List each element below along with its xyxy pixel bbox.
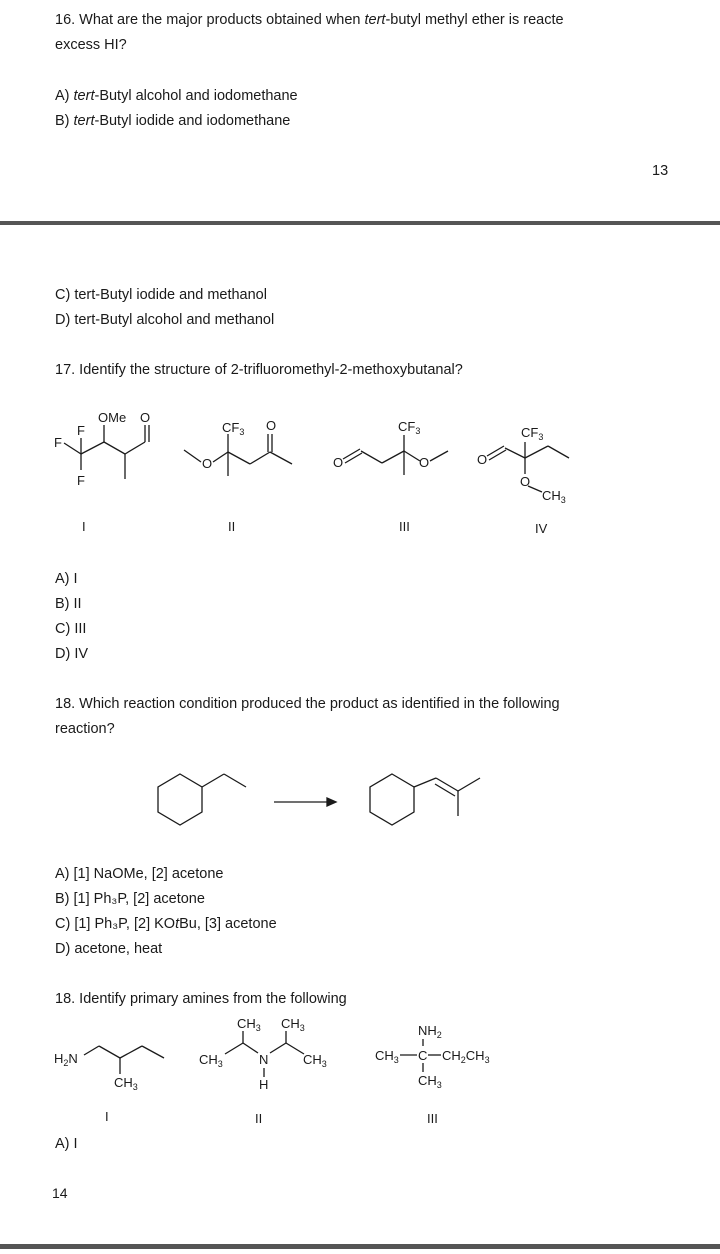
page-divider-bottom — [0, 1244, 720, 1249]
q18b-structure-2 — [195, 1010, 345, 1095]
q17-option-d: D) IV — [55, 646, 89, 662]
atom-o: O — [266, 418, 277, 433]
q18b-option-a: A) I — [55, 1136, 78, 1152]
atom-o: O — [477, 452, 488, 467]
atom-cf3: $CF_3$ — [398, 419, 421, 436]
q18a-question-line2: reaction? — [55, 721, 115, 737]
atom-ch3: $CH_3$ — [418, 1073, 442, 1090]
q17-question: 17. Identify the structure of 2-trifluoromethyl-2-methoxybutanal? — [55, 362, 463, 378]
atom-o: O — [202, 456, 213, 471]
q18b-label-1: I — [105, 1109, 109, 1124]
option-label: B) — [55, 113, 74, 129]
bond — [436, 778, 458, 791]
atom-ch3: $CH_3$ — [237, 1016, 261, 1033]
q16-question-line1 — [55, 12, 564, 28]
bond — [184, 450, 201, 462]
bond — [361, 451, 382, 463]
bond — [64, 443, 81, 454]
bond — [270, 1043, 286, 1053]
bond — [243, 1043, 258, 1053]
atom-cf3: $CF_3$ — [222, 420, 245, 437]
bond — [414, 778, 436, 787]
atom-ch3: $CH_3$ — [281, 1016, 305, 1033]
atom-cf3: $CF_3$ — [521, 425, 544, 442]
option-italic: t — [175, 916, 180, 932]
q17-label-3: III — [399, 519, 410, 534]
q18b-label-2: II — [255, 1111, 263, 1126]
option-italic: tert — [73, 88, 95, 104]
atom-ch3: $CH_3$ — [375, 1048, 399, 1065]
q18b-question: 18. Identify primary amines from the following — [55, 991, 347, 1007]
bond — [120, 1046, 142, 1058]
option-italic: tert — [73, 113, 95, 129]
bond — [125, 442, 145, 454]
bond — [270, 452, 292, 464]
atom-f: F — [77, 423, 85, 438]
q16-text-part: -butyl methyl ether is reacte — [385, 12, 564, 28]
atom-h: H — [259, 1077, 269, 1092]
q18a-option-c — [55, 916, 277, 932]
option-text: -Butyl iodide and iodomethane — [94, 113, 291, 129]
q18a-question-line1: 18. Which reaction condition produced the product as identified in the following — [55, 696, 560, 712]
q18a-option-b: B) [1] Ph₃P, [2] acetone — [55, 891, 205, 907]
q17-label-2: II — [228, 519, 236, 534]
q17-option-b: B) II — [55, 596, 82, 612]
bond — [525, 446, 548, 458]
bond — [142, 1046, 164, 1058]
page-number-14: 14 — [52, 1185, 68, 1201]
bond — [225, 1043, 243, 1054]
q17-option-a: A) I — [55, 571, 78, 587]
option-text: Bu, [3] acetone — [179, 916, 277, 932]
bond — [228, 452, 250, 464]
q18b-structure-3 — [370, 1015, 510, 1095]
q17-structure-3 — [330, 415, 460, 485]
bond — [430, 451, 448, 461]
atom-o: O — [520, 474, 531, 489]
option-text: C) [1] Ph₃P, [2] KO — [55, 916, 176, 932]
option-label: A) — [55, 88, 74, 104]
bond — [286, 1043, 304, 1054]
bond — [489, 450, 506, 460]
q18a-option-a: A) [1] NaOMe, [2] acetone — [55, 866, 224, 882]
bond — [99, 1046, 120, 1058]
q17-option-c: C) III — [55, 621, 87, 637]
atom-f: F — [54, 435, 62, 450]
q18a-reaction-scheme — [150, 765, 490, 835]
bond — [458, 778, 480, 791]
atom-o: O — [333, 455, 344, 470]
atom-ome: OMe — [98, 410, 127, 425]
atom-ch3: $CH_3$ — [114, 1075, 138, 1092]
cyclohexane-ring — [158, 774, 202, 825]
atom-ch2ch3: $CH_2CH_3$ — [442, 1048, 490, 1065]
q18b-label-3: III — [427, 1111, 438, 1126]
bond — [250, 452, 270, 464]
bond — [528, 486, 542, 492]
bond — [213, 452, 228, 462]
q16-option-a — [55, 88, 298, 104]
cyclohexane-ring — [370, 774, 414, 825]
atom-h2n: $H_2N$ — [54, 1051, 78, 1068]
bond — [224, 774, 246, 787]
q18a-option-d: D) acetone, heat — [55, 941, 163, 957]
q17-structure-4 — [470, 420, 580, 510]
bond — [548, 446, 569, 458]
atom-ch3: $CH_3$ — [542, 488, 566, 505]
q18b-structure-1 — [50, 1035, 180, 1095]
bond — [404, 451, 420, 461]
atom-ch3: $CH_3$ — [303, 1052, 327, 1069]
q16-italic-tert: tert — [364, 12, 386, 28]
atom-f: F — [77, 473, 85, 488]
atom-ch3: $CH_3$ — [199, 1052, 223, 1069]
option-text: -Butyl alcohol and iodomethane — [94, 88, 298, 104]
bond — [343, 449, 360, 459]
bond — [487, 446, 504, 456]
atom-o: O — [140, 410, 151, 425]
q16-text-part: 16. What are the major products obtained when — [55, 12, 365, 28]
bond — [345, 453, 362, 463]
q16-option-d: D) tert-Butyl alcohol and methanol — [55, 312, 275, 328]
page-divider — [0, 221, 720, 225]
bond — [382, 451, 404, 463]
bond — [505, 448, 525, 458]
atom-nh2: $NH_2$ — [418, 1023, 442, 1040]
bond — [104, 442, 125, 454]
q16-question-line2: excess HI? — [55, 37, 127, 53]
atom-o: O — [419, 455, 430, 470]
q17-structure-2 — [180, 412, 300, 482]
q17-structure-1 — [50, 405, 160, 495]
q16-option-b — [55, 113, 290, 129]
bond — [202, 774, 224, 787]
bond — [84, 1046, 99, 1055]
q17-label-4: IV — [535, 521, 548, 536]
page-number-13: 13 — [652, 163, 669, 179]
bond — [435, 784, 455, 796]
q17-label-1: I — [82, 519, 86, 534]
atom-n: N — [259, 1052, 269, 1067]
bond — [81, 442, 104, 454]
q16-option-c: C) tert-Butyl iodide and methanol — [55, 287, 267, 303]
atom-c: C — [418, 1048, 428, 1063]
arrow-head — [327, 798, 336, 806]
